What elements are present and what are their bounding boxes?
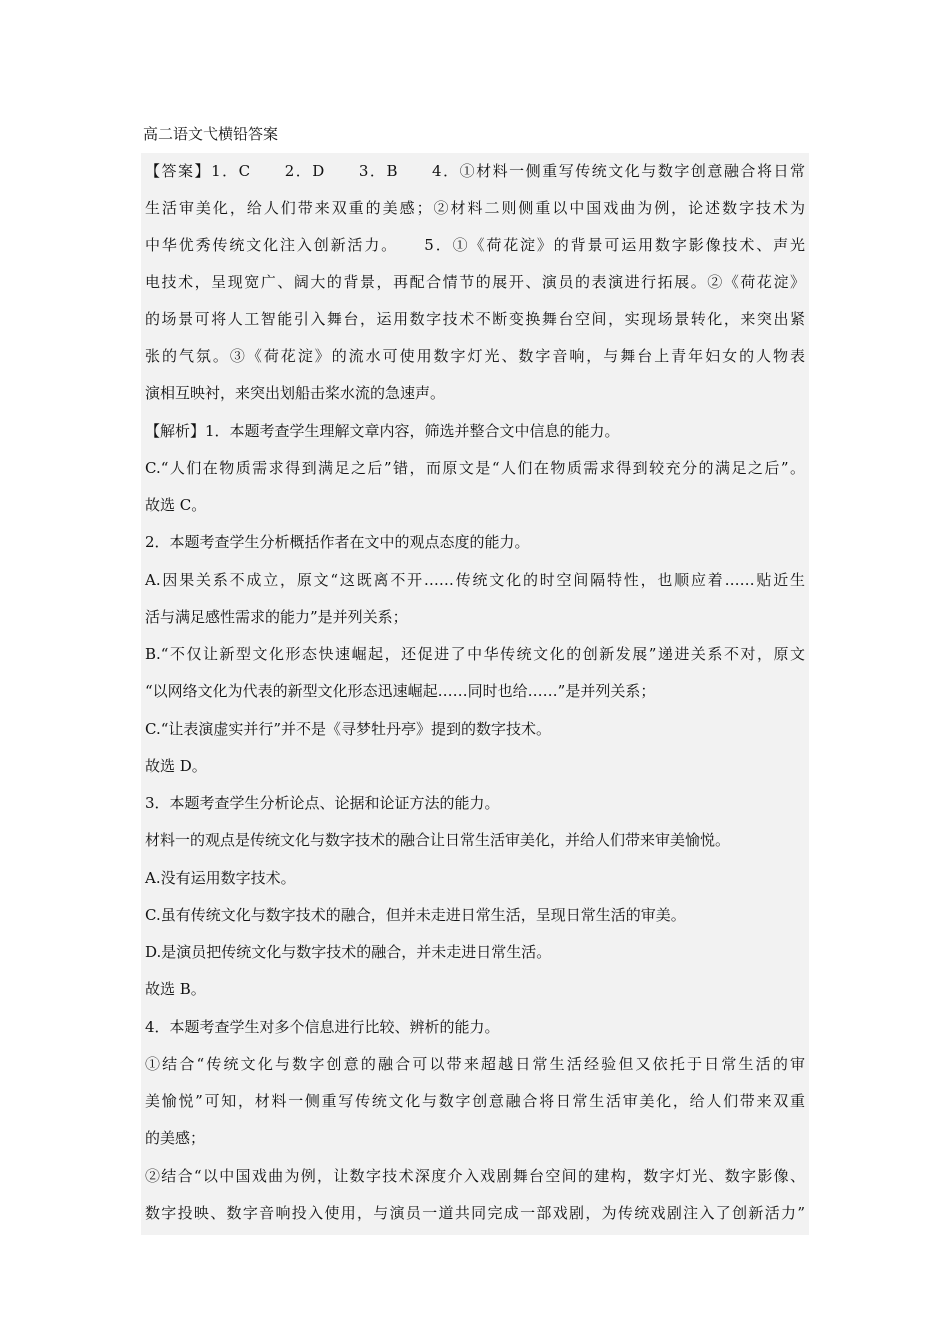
text-line: C.“人们在物质需求得到满足之后”错，而原文是“人们在物质需求得到较充分的满足之后”。	[145, 459, 805, 477]
text-line: 材料一的观点是传统文化与数字技术的融合让日常生活审美化，并给人们带来审美愉悦。	[145, 831, 731, 849]
text-line: 4．本题考查学生对多个信息进行比较、辨析的能力。	[145, 1018, 500, 1036]
text-line: 电技术，呈现宽广、阔大的背景，再配合情节的展开、演员的表演进行拓展。②《荷花淀》	[145, 273, 805, 291]
text-line: 故选 D。	[145, 757, 207, 775]
text-line: C.虽有传统文化与数字技术的融合，但并未走进日常生活，呈现日常生活的审美。	[145, 906, 686, 924]
document-title: 高二语文弋横铅答案	[143, 125, 279, 143]
text-line: ①结合“传统文化与数字创意的融合可以带来超越日常生活经验但又依托于日常生活的审	[145, 1055, 805, 1073]
text-line: ②结合“以中国戏曲为例，让数字技术深度介入戏剧舞台空间的建构，数字灯光、数字影像、	[145, 1167, 805, 1185]
text-line: 的美感；	[145, 1129, 206, 1147]
text-line: 【答案】1．C 2．D 3．B 4．①材料一侧重写传统文化与数字创意融合将日常	[145, 162, 805, 180]
text-line: B.“不仅让新型文化形态快速崛起，还促进了中华传统文化的创新发展”递进关系不对，原文	[145, 645, 805, 663]
text-line: 【解析】1．本题考查学生理解文章内容，筛选并整合文中信息的能力。	[145, 422, 620, 440]
text-line: D.是演员把传统文化与数字技术的融合，并未走进日常生活。	[145, 943, 552, 961]
text-line: C.“让表演虚实并行”并不是《寻梦牡丹亭》提到的数字技术。	[145, 720, 552, 738]
text-line: 活与满足感性需求的能力”是并列关系；	[145, 608, 408, 626]
text-line: 的场景可将人工智能引入舞台，运用数字技术不断变换舞台空间，实现场景转化，来突出紧	[145, 310, 805, 328]
text-line: 故选 C。	[145, 496, 207, 514]
text-line: “以网络文化为代表的新型文化形态迅速崛起……同时也给……”是并列关系；	[145, 682, 656, 700]
text-line: 中华优秀传统文化注入创新活力。 5．①《荷花淀》的背景可运用数字影像技术、声光	[145, 236, 805, 254]
text-line: 2．本题考查学生分析概括作者在文中的观点态度的能力。	[145, 533, 530, 551]
text-line: 美愉悦”可知，材料一侧重写传统文化与数字创意融合将日常生活审美化，给人们带来双重	[145, 1092, 805, 1110]
answer-section	[141, 153, 809, 1235]
text-line: A.没有运用数字技术。	[145, 869, 296, 887]
text-line: 故选 B。	[145, 980, 206, 998]
text-line: 张的气氛。③《荷花淀》的流水可使用数字灯光、数字音响，与舞台上青年妇女的人物表	[145, 347, 805, 365]
text-line: 数字投映、数字音响投入使用，与演员一道共同完成一部戏剧，为传统戏剧注入了创新活力”	[145, 1204, 805, 1222]
text-line: 生活审美化，给人们带来双重的美感；②材料二则侧重以中国戏曲为例，论述数字技术为	[145, 199, 805, 217]
text-line: 3．本题考查学生分析论点、论据和论证方法的能力。	[145, 794, 500, 812]
text-line: 演相互映衬，来突出划船击桨水流的急速声。	[145, 384, 446, 402]
text-line: A.因果关系不成立，原文“这既离不开……传统文化的时空间隔特性，也顺应着……贴近生	[145, 571, 805, 589]
